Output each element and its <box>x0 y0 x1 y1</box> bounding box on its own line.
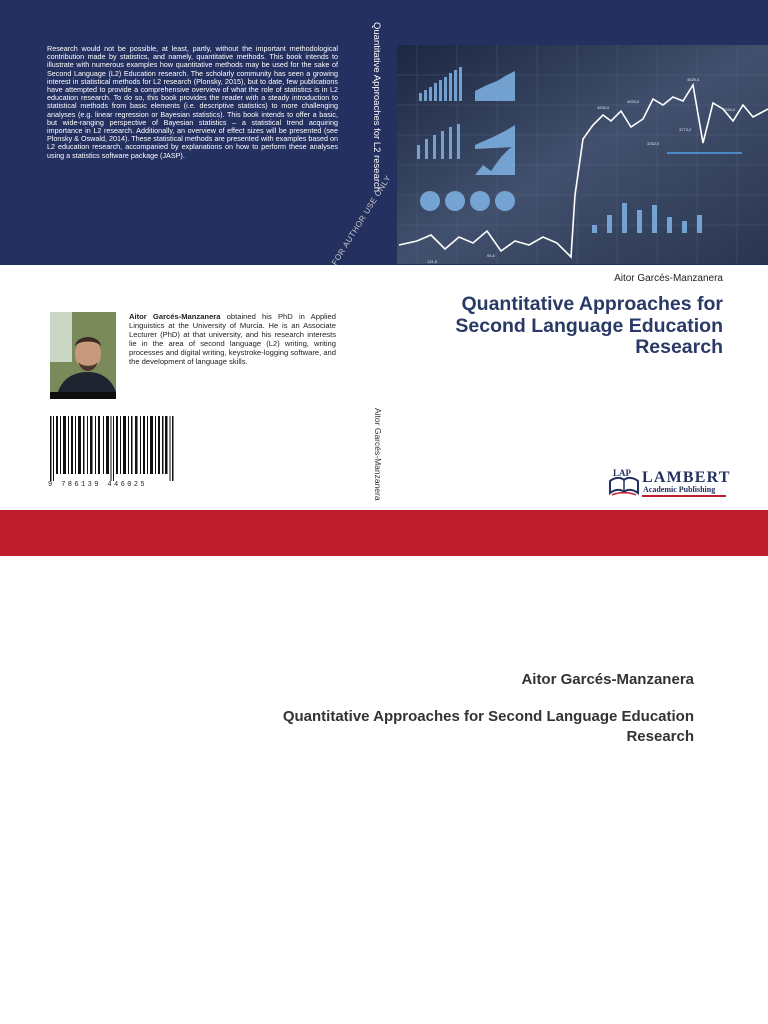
cover-statistics-image <box>397 45 768 264</box>
publisher-logo <box>607 467 729 499</box>
svg-text:3252,0: 3252,0 <box>647 141 660 146</box>
svg-text:4530,0: 4530,0 <box>597 105 610 110</box>
bio-author-name: Aitor Garcés-Manzanera <box>129 312 221 321</box>
page-title: Quantitative Approaches for Second Language Education Research <box>282 708 694 745</box>
isbn-barcode <box>50 416 174 481</box>
lap-mark: LAP <box>613 468 631 478</box>
page-author: Aitor Garcés-Manzanera <box>521 671 694 688</box>
svg-text:94,8: 94,8 <box>487 253 495 258</box>
front-cover-title: Quantitative Approaches for Second Language Education Research <box>455 293 723 358</box>
svg-text:4253,0: 4253,0 <box>723 107 736 112</box>
lap-book-icon <box>607 467 641 499</box>
author-photo <box>50 312 116 399</box>
svg-text:131,5: 131,5 <box>427 259 438 264</box>
svg-text:3773,2: 3773,2 <box>679 127 692 132</box>
svg-text:4533,0: 4533,0 <box>627 99 640 104</box>
statistics-graphic <box>397 45 768 264</box>
cover-red-band <box>0 510 768 556</box>
back-cover-blurb: Research would not be possible, at least, partly, without the important methodological contribution made by statistics, and namely, quantitative methods. This book intends to illustrate with numerous examples how quantitative methods may be used for the sake of Second Language (L2) Education research. The scholarly community has seen a growing interest in statistical methods for L2 research (Plonsky, 2015), but to date, few publications have attempted to provide a comprehensive overview of what the role of statistics is in L2 education research. To do so, this book provides the reader with a steady introduction to statistical methods from basic elements (i.e. descriptive statistics) to more challenging analyses (e.g. linear regression or Bayesian statistics). This book intends to offer a basic, but wide-ranging perspective of Bayesian statistics – a statistical trend acquiring importance in L2 research. Additionally, an overview of effect sizes will be presented (see Plonsky & Oswald, 2014). These statistical methods are presented with examples based on L2 education research, accompanied by explanations on how to perform these analyses using a statistics software package (JASP). <box>47 44 338 160</box>
author-bio <box>129 312 336 366</box>
bio-text: obtained his PhD in Applied Linguistics at the University of Murcia. He is an Associate Lecturer (PhD) at that university, and his research interests lie in the area of second language (L2) writing, writing processes and digital writing, keystroke-logging software, and the development of language skills. <box>129 312 336 366</box>
svg-text:4526,4: 4526,4 <box>687 77 700 82</box>
publisher-name: LAMBERT <box>642 469 731 486</box>
author-portrait <box>50 312 116 399</box>
barcode-bars <box>50 416 174 481</box>
publisher-subtitle: Academic Publishing <box>643 485 716 494</box>
watermark: FOR AUTHOR USE ONLY <box>330 173 393 267</box>
spine-author: Aitor Garcés-Manzanera <box>373 408 383 501</box>
spine-title: Quantitative Approaches for L2 research <box>371 22 382 193</box>
front-cover-author: Aitor Garcés-Manzanera <box>614 273 723 284</box>
barcode-digits: 9 786139 446025 <box>48 481 148 489</box>
publisher-rule <box>642 495 726 497</box>
